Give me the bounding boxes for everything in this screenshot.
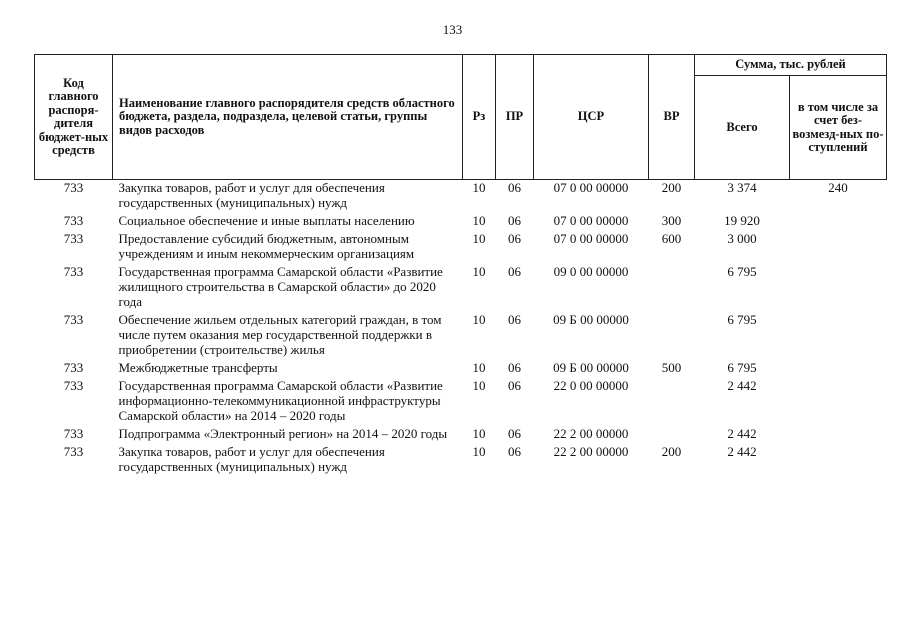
cell-vr: [649, 312, 695, 360]
cell-pr: 06: [508, 426, 521, 441]
cell-total: 3 000: [727, 231, 757, 246]
cell-rz: 10: [472, 180, 486, 195]
cell-code: 733: [63, 180, 84, 195]
cell-total: 2 442: [727, 378, 757, 393]
cell-incl: [790, 444, 887, 477]
cell-pr: 06: [508, 378, 521, 393]
table-row: [35, 378, 887, 426]
cell-total: 3 374: [727, 180, 757, 195]
cell-code: 733: [63, 444, 84, 459]
cell-name: Государственная программа Самарской области «Развитие информационно-телекоммуникационной инфраструктуры Самарской области» на 2014 – 2020 годы: [118, 378, 443, 423]
cell-csr: 07 0 00 00000: [553, 231, 629, 246]
cell-vr: [649, 426, 695, 444]
table-row: [35, 426, 887, 444]
cell-pr: 06: [508, 444, 521, 459]
header-csr: ЦСР: [534, 55, 649, 180]
cell-rz: 10: [472, 312, 486, 327]
cell-name: Закупка товаров, работ и услуг для обеспечения государственных (муниципальных) нужд: [118, 444, 385, 474]
cell-vr: [649, 378, 695, 426]
cell-name: Межбюджетные трансферты: [118, 360, 278, 375]
cell-pr: 06: [508, 264, 521, 279]
cell-name: Обеспечение жильем отдельных категорий граждан, в том числе путем оказания мер государственной поддержки в приобретении (строительстве) жилья: [118, 312, 442, 357]
cell-name: Предоставление субсидий бюджетным, автономным учреждениям и иным некоммерческим организациям: [118, 231, 415, 261]
header-pr: ПР: [496, 55, 534, 180]
cell-incl: [790, 312, 887, 360]
table-row: [35, 231, 887, 264]
cell-vr: [649, 264, 695, 312]
cell-code: 733: [63, 312, 84, 327]
cell-rz: 10: [472, 444, 486, 459]
cell-name: Государственная программа Самарской области «Развитие жилищного строительства в Самарской области» до 2020 года: [118, 264, 443, 309]
header-code: Код главного распоря-дителя бюджет-ных средств: [35, 55, 113, 180]
cell-vr: 600: [661, 231, 682, 246]
cell-code: 733: [63, 231, 84, 246]
cell-incl: [790, 213, 887, 231]
cell-name: Подпрограмма «Электронный регион» на 2014 – 2020 годы: [118, 426, 448, 441]
cell-code: 733: [63, 264, 84, 279]
budget-table: [34, 54, 887, 477]
cell-csr: 22 0 00 00000: [553, 378, 629, 393]
cell-vr: 300: [661, 213, 682, 228]
cell-rz: 10: [472, 264, 486, 279]
cell-rz: 10: [472, 378, 486, 393]
cell-total: 2 442: [727, 444, 757, 459]
table-row: [35, 360, 887, 378]
cell-incl: [790, 360, 887, 378]
cell-csr: 09 Б 00 00000: [553, 360, 629, 375]
cell-total: 6 795: [727, 360, 757, 375]
cell-name: Социальное обеспечение и иные выплаты населению: [118, 213, 415, 228]
cell-rz: 10: [472, 231, 486, 246]
header-rz: Рз: [463, 55, 496, 180]
cell-csr: 22 2 00 00000: [553, 426, 629, 441]
cell-csr: 07 0 00 00000: [553, 213, 629, 228]
cell-code: 733: [63, 426, 84, 441]
cell-total: 6 795: [727, 312, 757, 327]
cell-code: 733: [63, 378, 84, 393]
cell-csr: 07 0 00 00000: [553, 180, 629, 195]
cell-total: 19 920: [724, 213, 760, 228]
cell-pr: 06: [508, 312, 521, 327]
table-body: [35, 180, 887, 478]
cell-name: Закупка товаров, работ и услуг для обеспечения государственных (муниципальных) нужд: [118, 180, 385, 210]
cell-vr: 200: [661, 444, 682, 459]
cell-csr: 09 Б 00 00000: [553, 312, 629, 327]
table-row: [35, 264, 887, 312]
table-row: [35, 180, 887, 214]
cell-incl: [790, 426, 887, 444]
cell-vr: 500: [661, 360, 682, 375]
header-name: Наименование главного распорядителя средств областного бюджета, раздела, подраздела, целевой статьи, группы видов расходов: [113, 55, 463, 180]
cell-rz: 10: [472, 360, 486, 375]
cell-pr: 06: [508, 360, 521, 375]
cell-csr: 22 2 00 00000: [553, 444, 629, 459]
cell-rz: 10: [472, 213, 486, 228]
page-number: 133: [442, 22, 463, 37]
header-incl: в том числе за счет без-возмезд-ных по-ступлений: [790, 76, 887, 180]
cell-pr: 06: [508, 231, 521, 246]
header-sum-group: Сумма, тыс. рублей: [695, 55, 887, 76]
table-row: [35, 213, 887, 231]
cell-pr: 06: [508, 213, 521, 228]
cell-rz: 10: [472, 426, 486, 441]
table-header: [35, 55, 887, 180]
header-total: Всего: [695, 76, 790, 180]
cell-code: 733: [63, 213, 84, 228]
cell-code: 733: [63, 360, 84, 375]
cell-incl: 240: [828, 180, 848, 195]
cell-incl: [790, 378, 887, 426]
table-row: [35, 444, 887, 477]
cell-vr: 200: [661, 180, 682, 195]
cell-total: 2 442: [727, 426, 757, 441]
header-vr: ВР: [649, 55, 695, 180]
cell-incl: [790, 264, 887, 312]
table-row: [35, 312, 887, 360]
cell-csr: 09 0 00 00000: [553, 264, 629, 279]
cell-total: 6 795: [727, 264, 757, 279]
cell-incl: [790, 231, 887, 264]
cell-pr: 06: [508, 180, 521, 195]
